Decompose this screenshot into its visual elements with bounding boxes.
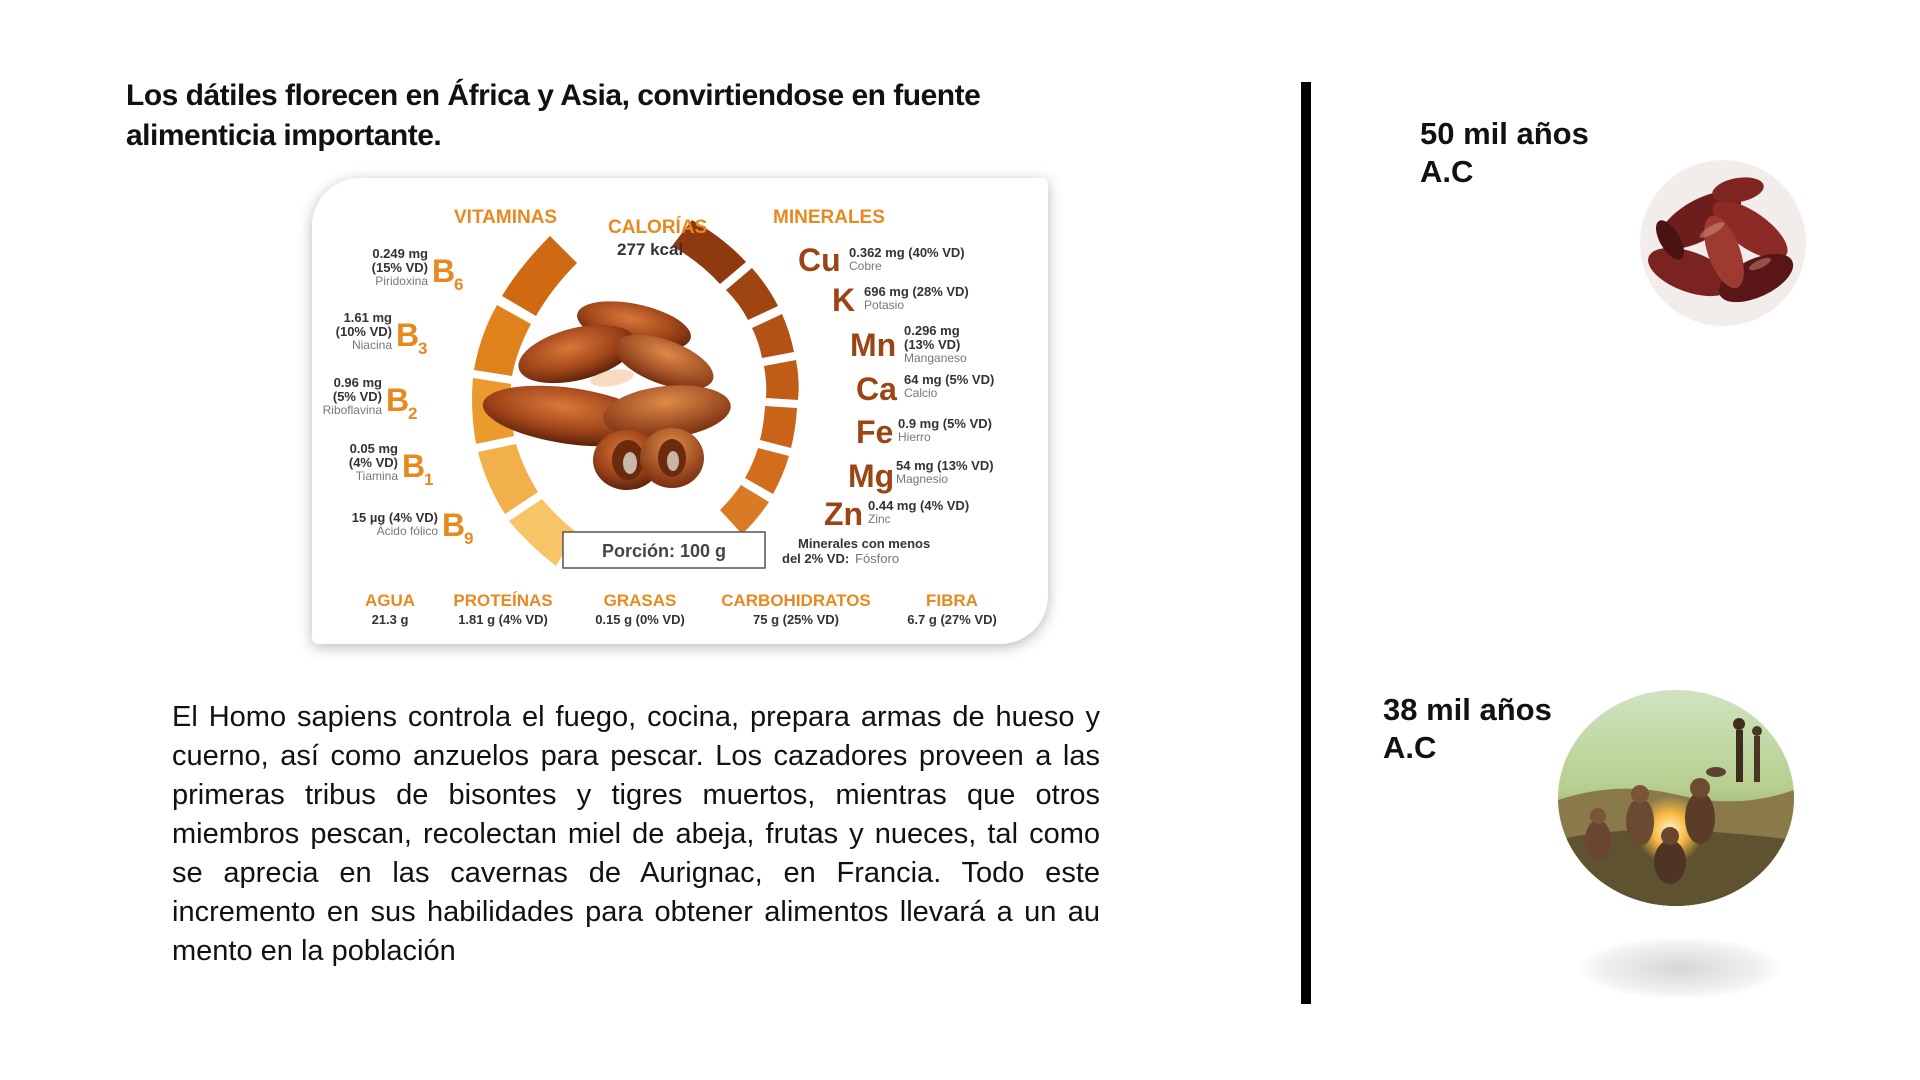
k-symbol: K — [832, 282, 856, 318]
fibra-label: FIBRA — [926, 591, 978, 610]
b2-symbol: B — [386, 382, 410, 418]
floor-shadow — [1580, 938, 1780, 998]
k-amount: 696 mg (28% VD) — [864, 284, 969, 299]
vitaminas-title: VITAMINAS — [454, 207, 558, 228]
mineral-zn — [824, 496, 969, 532]
mn-extra: (13% VD) — [904, 337, 961, 352]
b6-amount: 0.249 mg — [372, 246, 428, 261]
mn-name: Manganeso — [904, 351, 967, 365]
zn-name: Zinc — [868, 512, 891, 526]
fe-symbol: Fe — [856, 414, 894, 450]
grasas-label: GRASAS — [603, 591, 677, 610]
fibra-value: 6.7 g (27% VD) — [907, 612, 997, 627]
minor-minerals-line2: del 2% VD: — [782, 551, 850, 566]
cu-name: Cobre — [849, 259, 882, 273]
b9-symbol: B — [442, 507, 466, 543]
b9-amount: 15 µg (4% VD) — [351, 510, 438, 525]
arc-b6 — [502, 236, 577, 316]
b6-symbol: B — [432, 253, 456, 289]
vitamin-b1 — [349, 441, 434, 489]
b9-sub: 9 — [464, 529, 474, 548]
b3-name: Niacina — [351, 338, 392, 352]
intro-line-2: alimenticia importante. — [126, 119, 442, 152]
arc-zn — [720, 485, 769, 534]
mineral-ca — [856, 371, 994, 407]
calorias-value: 277 kcal — [617, 240, 684, 259]
vitamin-b6 — [372, 246, 464, 294]
zn-symbol: Zn — [824, 496, 864, 532]
minerales-title: MINERALES — [773, 207, 885, 228]
campfire-photo-graphic — [1558, 690, 1794, 906]
era-38k-years: 38 mil años — [1383, 692, 1552, 727]
era-50k-suffix: A.C — [1420, 154, 1474, 189]
mineral-mn — [850, 323, 967, 365]
agua-value: 21.3 g — [371, 612, 409, 627]
mn-amount: 0.296 mg — [904, 323, 960, 338]
era-38k — [1383, 691, 1552, 767]
vitamin-b9 — [352, 507, 474, 548]
k-name: Potasio — [864, 298, 905, 312]
b1-amount: 0.05 mg — [349, 441, 398, 456]
arc-ca — [764, 360, 799, 400]
minor-minerals-item: Fósforo — [855, 551, 900, 566]
b2-name: Riboflavina — [322, 403, 382, 417]
b2-amount: 0.96 mg — [333, 375, 382, 390]
b1-name: Tiamina — [355, 469, 398, 483]
mn-symbol: Mn — [850, 327, 897, 363]
macro-agua — [365, 591, 415, 627]
macro-grasas — [595, 591, 685, 627]
proteinas-label: PROTEÍNAS — [453, 591, 553, 610]
b1-sub: 1 — [424, 470, 434, 489]
era-50k-years: 50 mil años — [1420, 116, 1589, 151]
macro-proteinas — [453, 591, 552, 627]
proteinas-value: 1.81 g (4% VD) — [458, 612, 548, 627]
infographic-graphic — [312, 178, 1048, 644]
vertical-divider — [1301, 82, 1311, 1004]
b1-symbol: B — [402, 448, 426, 484]
mineral-fe — [856, 414, 992, 450]
agua-label: AGUA — [364, 591, 416, 610]
b2-sub: 2 — [408, 404, 418, 423]
vitamin-b2 — [323, 375, 418, 423]
history-paragraph: El Homo sapiens controla el fuego, cocina, prepara armas de hueso y cuerno, así como anzuelos para pescar. Los cazadores proveen a las primeras tribus de bisontes y tigres muertos, mientras que otros miembros pescan, recolectan miel de abeja, frutas y nueces, tal como se aprecia en las cavernas de Aurignac, en Francia. Todo este incremento en sus habilidades para obtener alimentos llevará a un au mento en la población — [172, 701, 1100, 967]
carbohidratos-label: CARBOHIDRATOS — [721, 591, 871, 610]
arc-mn — [752, 314, 794, 358]
carbohidratos-value: 75 g (25% VD) — [753, 612, 839, 627]
b6-sub: 6 — [454, 275, 464, 294]
arc-k — [726, 268, 778, 320]
fe-name: Hierro — [898, 430, 931, 444]
cu-amount: 0.362 mg (40% VD) — [849, 245, 965, 260]
b9-name: Ácido fólico — [376, 524, 438, 538]
era-50k — [1420, 115, 1589, 191]
minor-minerals-line1: Minerales con menos — [798, 536, 931, 551]
b1-vd: (4% VD) — [348, 455, 398, 470]
campfire-photo — [1558, 690, 1794, 906]
ca-name: Calcio — [904, 386, 938, 400]
mineral-cu — [798, 242, 965, 278]
nutrition-infographic — [312, 178, 1048, 644]
arc-b1 — [478, 444, 538, 514]
dates-photo-graphic — [1640, 160, 1806, 326]
arc-fe — [760, 406, 797, 448]
macro-carbohidratos — [721, 591, 871, 627]
ca-amount: 64 mg (5% VD) — [904, 372, 995, 387]
intro-heading — [126, 76, 986, 156]
arc-mg — [745, 448, 789, 494]
portion-label: Porción: 100 g — [601, 541, 727, 561]
mineral-k — [832, 282, 969, 318]
grasas-value: 0.15 g (0% VD) — [595, 612, 685, 627]
zn-amount: 0.44 mg (4% VD) — [868, 498, 970, 513]
b3-amount: 1.61 mg — [343, 310, 392, 325]
calorias-title: CALORÍAS — [608, 217, 708, 238]
intro-line-1: Los dátiles florecen en África y Asia, convirtiendose en fuente — [126, 79, 981, 112]
b3-vd: (10% VD) — [335, 324, 392, 339]
era-38k-suffix: A.C — [1383, 730, 1437, 765]
ca-symbol: Ca — [856, 371, 897, 407]
dates-photo — [1640, 160, 1806, 326]
b2-vd: (5% VD) — [332, 389, 382, 404]
mg-name: Magnesio — [896, 472, 949, 486]
b3-symbol: B — [396, 317, 420, 353]
macro-fibra — [907, 591, 997, 627]
mineral-mg — [848, 458, 994, 494]
fe-amount: 0.9 mg (5% VD) — [898, 416, 992, 431]
mg-symbol: Mg — [848, 458, 895, 494]
mg-amount: 54 mg (13% VD) — [896, 458, 994, 473]
b6-vd: (15% VD) — [371, 260, 428, 275]
b3-sub: 3 — [418, 339, 428, 358]
b6-name: Piridoxina — [375, 274, 428, 288]
vitamin-b3 — [336, 310, 428, 358]
cu-symbol: Cu — [798, 242, 841, 278]
